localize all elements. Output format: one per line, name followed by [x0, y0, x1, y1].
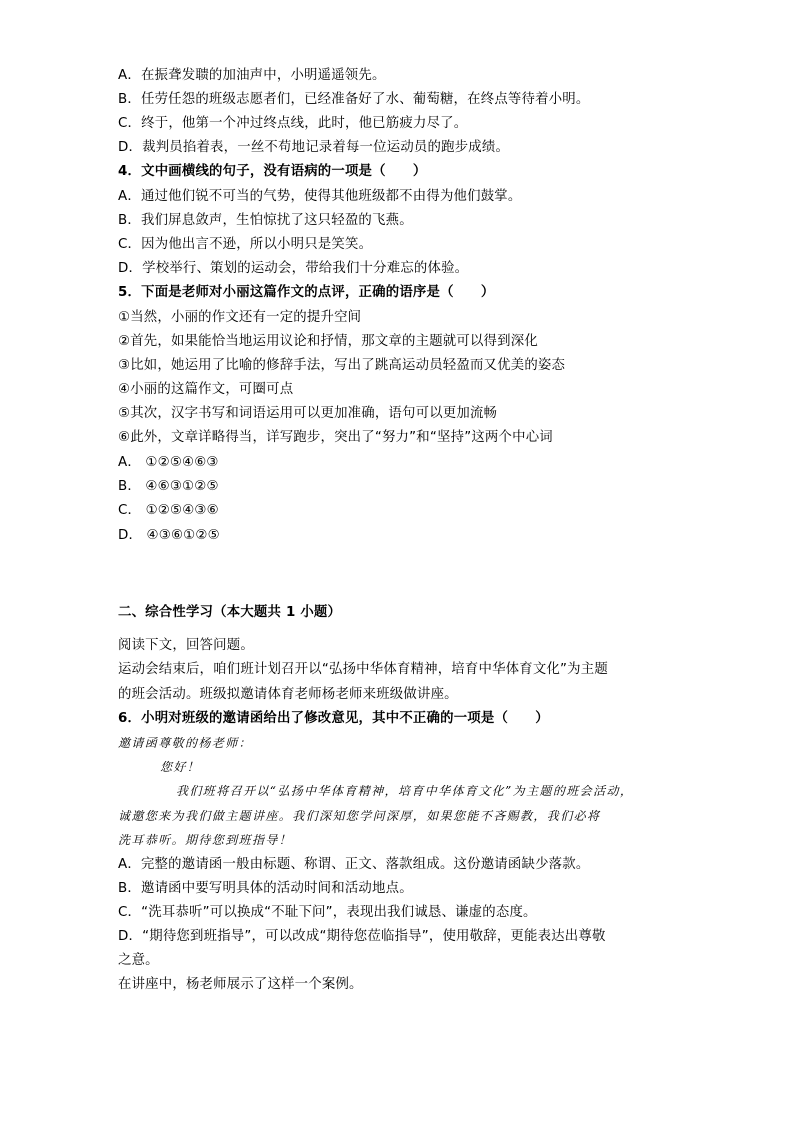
q5-option-c: C． ①②⑤④③⑥ — [118, 503, 219, 518]
q5-item-2: ②首先，如果能恰当地运用议论和抒情，那文章的主题就可以得到深化 — [118, 334, 538, 349]
letter-title: 邀请函尊敬的杨老师： — [118, 736, 253, 750]
q5-option-a: A． ①②⑤④⑥③ — [118, 455, 219, 470]
closing-sentence: 在讲座中，杨老师展示了这样一个案例。 — [118, 977, 363, 992]
letter-greeting: 您好！ — [160, 760, 201, 774]
section-paragraph-line-1: 运动会结束后，咱们班计划召开以“弘扬中华体育精神，培育中华体育文化”为主题 — [118, 662, 608, 677]
letter-body-line-1: 我们班将召开以“弘扬中华体育精神，培育中华体育文化”为主题的班会活动， — [176, 784, 634, 798]
q6-option-d: D．“期待您到班指导”，可以改成“期待您莅临指导”，使用敬辞，更能表达出尊敬 — [118, 929, 606, 944]
q5-option-d: D． ④③⑥①②⑤ — [118, 528, 220, 543]
q4-option-d: D．学校举行、策划的运动会，带给我们十分难忘的体验。 — [118, 261, 469, 276]
q4-option-c: C．因为他出言不逊，所以小明只是笑笑。 — [118, 237, 373, 252]
q6-stem: 6．小明对班级的邀请函给出了修改意见，其中不正确的一项是（ ） — [118, 711, 549, 726]
section-intro: 阅读下文，回答问题。 — [118, 638, 254, 653]
q4-option-a: A．通过他们锐不可当的气势，使得其他班级都不由得为他们鼓掌。 — [118, 189, 522, 204]
q3-option-c: C．终于，他第一个冲过终点线，此时，他已筋疲力尽了。 — [118, 116, 468, 131]
q5-item-6: ⑥此外，文章详略得当，详写跑步，突出了“努力”和“坚持”这两个中心词 — [118, 430, 553, 445]
q6-option-b: B．邀请函中要写明具体的活动时间和活动地点。 — [118, 881, 413, 896]
q6-option-c: C．“洗耳恭听”可以换成“不耻下问”，表现出我们诚恳、谦虚的态度。 — [118, 905, 537, 920]
q4-stem: 4．文中画横线的句子，没有语病的一项是（ ） — [118, 164, 427, 179]
q5-item-4: ④小丽的这篇作文，可圈可点 — [118, 382, 294, 397]
section-paragraph-line-2: 的班会活动。班级拟邀请体育老师杨老师来班级做讲座。 — [118, 687, 458, 702]
q5-option-b: B． ④⑥③①②⑤ — [118, 479, 219, 494]
q3-option-a: A．在振聋发聩的加油声中，小明遥遥领先。 — [118, 68, 386, 83]
q3-option-d: D．裁判员掐着表，一丝不苟地记录着每一位运动员的跑步成绩。 — [118, 140, 510, 155]
letter-body-line-2: 诚邀您来为我们做主题讲座。我们深知您学问深厚，如果您能不吝赐教，我们必将 — [118, 809, 601, 823]
q5-item-5: ⑤其次，汉字书写和词语运用可以更加准确，语句可以更加流畅 — [118, 406, 498, 421]
q6-option-a: A．完整的邀请函一般由标题、称谓、正文、落款组成。这份邀请函缺少落款。 — [118, 857, 590, 872]
q5-item-3: ③比如，她运用了比喻的修辞手法，写出了跳高运动员轻盈而又优美的姿态 — [118, 358, 566, 373]
letter-body-line-3: 洗耳恭听。期待您到班指导！ — [118, 833, 293, 847]
q3-option-b: B．任劳任怨的班级志愿者们，已经准备好了水、葡萄糖，在终点等待着小明。 — [118, 92, 590, 107]
q5-stem: 5．下面是老师对小丽这篇作文的点评，正确的语序是（ ） — [118, 285, 495, 300]
q5-item-1: ①当然，小丽的作文还有一定的提升空间 — [118, 310, 362, 325]
q6-option-d-continued: 之意。 — [118, 953, 159, 968]
q4-option-b: B．我们屏息敛声，生怕惊扰了这只轻盈的飞燕。 — [118, 213, 413, 228]
section-heading: 二、综合性学习（本大题共 1 小题） — [118, 605, 342, 620]
